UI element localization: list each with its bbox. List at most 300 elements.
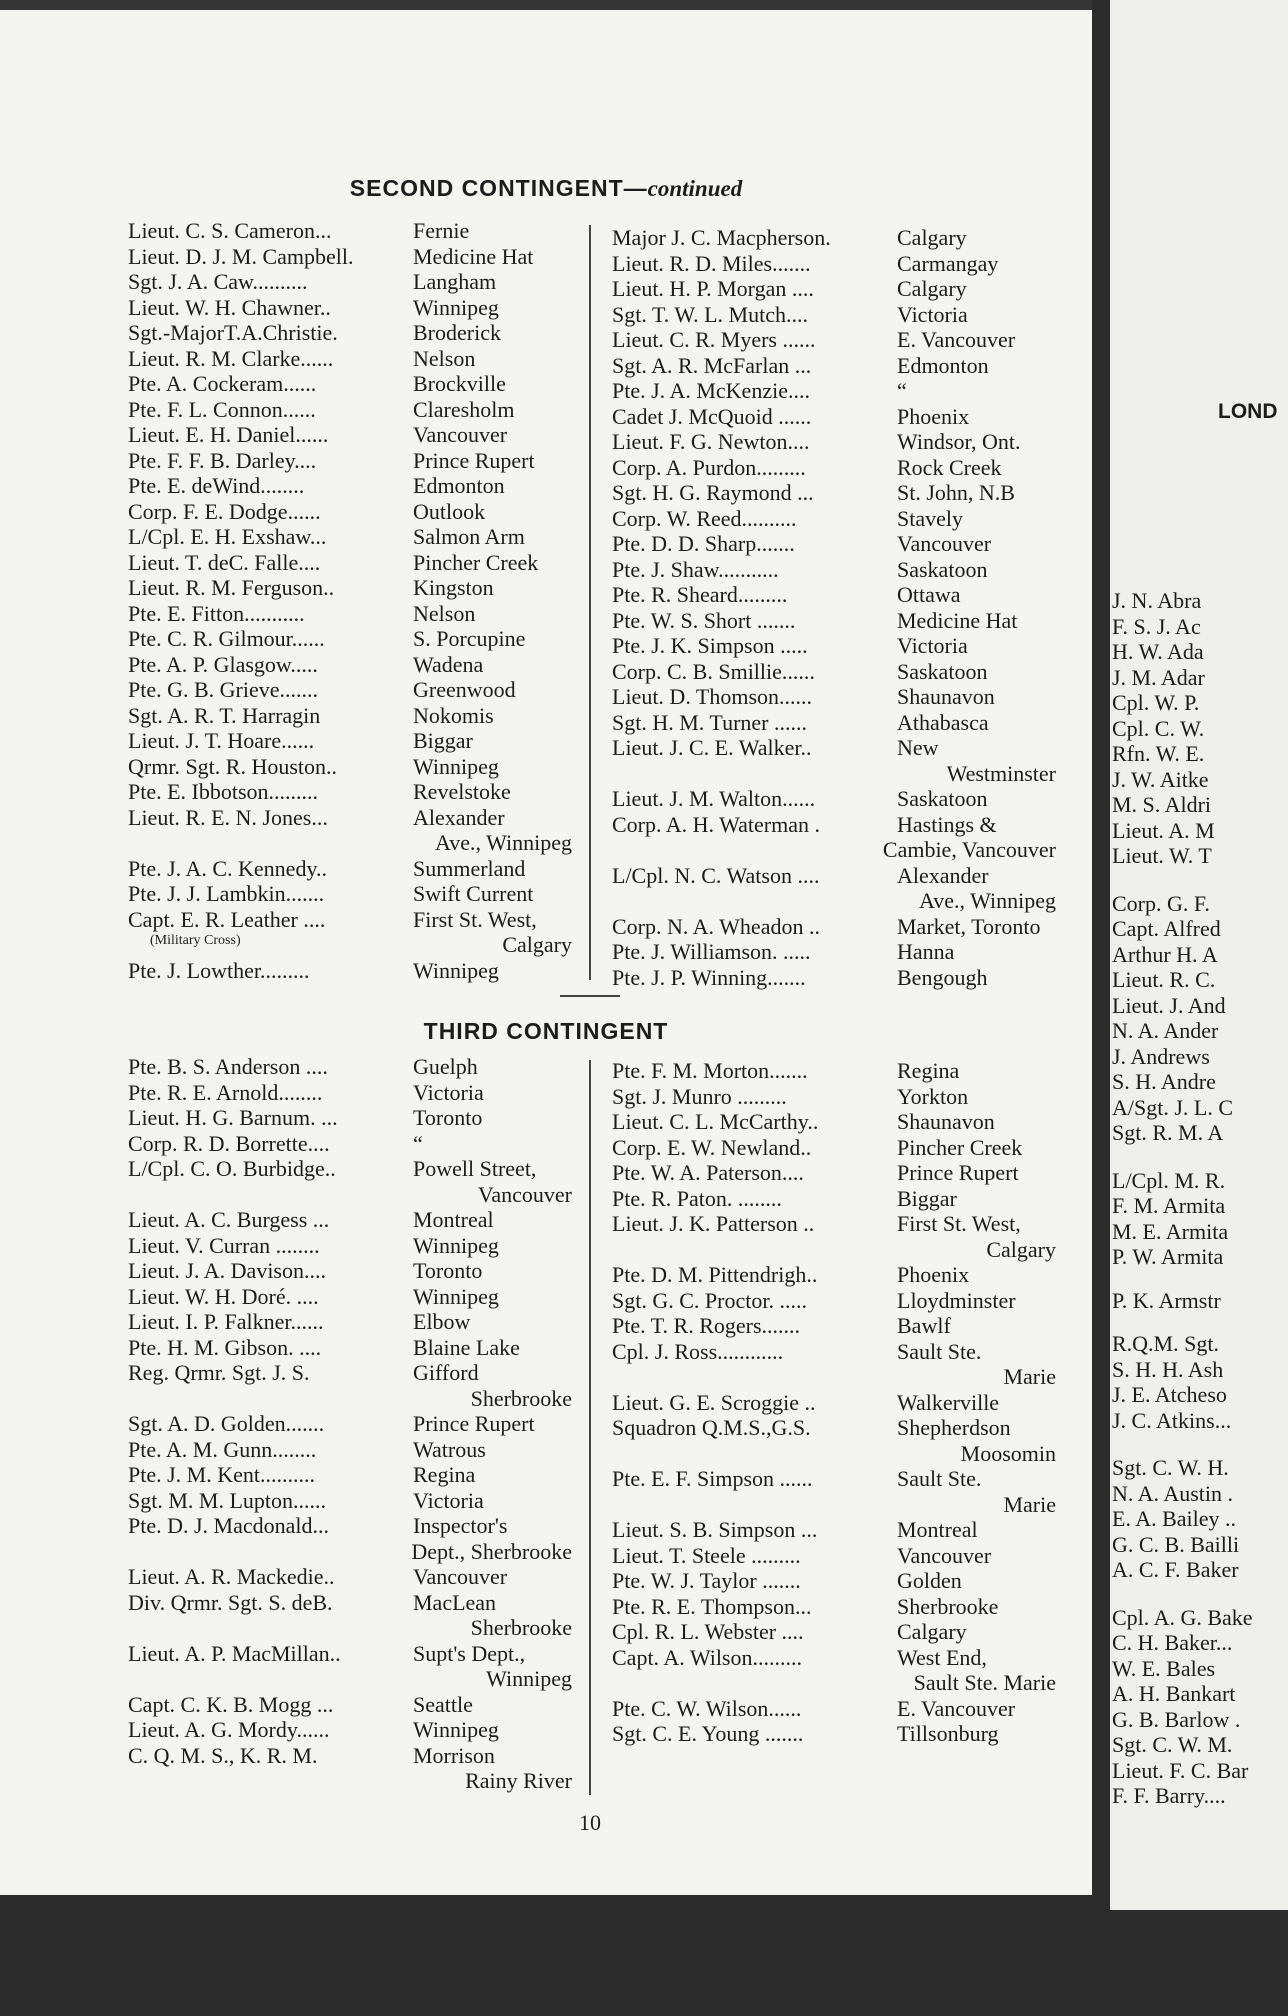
roll-entry [612,1211,1058,1237]
entry-name: Pte. J. P. Winning....... [612,964,806,990]
entry-place: Athabasca [897,709,989,735]
roll-entry [612,786,1058,812]
entry-name: Capt. C. K. B. Mogg ... [128,1691,334,1717]
roll-entry [128,1590,574,1616]
entry-place: Shaunavon [897,1109,995,1134]
entry-name: Corp. W. Reed.......... [612,505,797,531]
entry-name: Corp. F. E. Dodge...... [128,498,321,524]
right-page-entry: S. H. H. Ash [1112,1356,1224,1382]
roll-entry [128,1437,574,1463]
entry-place: Blaine Lake [413,1334,520,1360]
right-page-entry: Cpl. W. P. [1112,690,1200,715]
entry-place: Hanna [897,939,955,964]
entry-place: Swift Current [413,881,534,906]
entry-name: Pte. R. Sheard......... [612,582,788,607]
entry-place: Sherbrooke [897,1593,999,1619]
entry-place: Fernie [413,218,470,243]
roll-entry [128,346,574,372]
entry-place: “ [897,378,907,403]
entry-name: Pte. W. J. Taylor ....... [612,1568,801,1593]
entry-name: Qrmr. Sgt. R. Houston.. [128,753,338,779]
entry-name: Pte. A. P. Glasgow..... [128,651,318,677]
entry-place-continued: Rainy River [465,1768,572,1793]
entry-place: Pincher Creek [413,549,539,575]
third-contingent-left-column [128,1054,574,1794]
entry-name: Pte. J. A. C. Kennedy.. [128,855,328,881]
entry-name: Pte. J. M. Kent.......... [128,1462,315,1487]
roll-entry [612,608,1058,634]
entry-name: Lieut. G. E. Scroggie .. [612,1389,816,1415]
roll-entry [612,1390,1058,1416]
roll-entry [128,958,574,984]
entry-place: E. Vancouver [897,1695,1016,1721]
entry-place: Gifford [413,1360,479,1385]
entry-name: Lieut. R. M. Ferguson.. [128,575,335,600]
entry-place: Outlook [413,498,486,524]
roll-entry [128,1258,574,1284]
roll-entry [128,1564,574,1590]
entry-place: Biggar [413,728,473,753]
entry-place: Phoenix [897,403,970,429]
entry-name: Sgt. M. M. Lupton...... [128,1487,327,1513]
entry-place: Ottawa [897,582,961,607]
entry-name: Lieut. W. H. Doré. .... [128,1283,319,1309]
entry-name: Pte. E. Fitton........... [128,600,305,626]
roll-entry [128,550,574,576]
entry-place-continued: Vancouver [477,1181,572,1207]
entry-name: Lieut. S. B. Simpson ... [612,1517,818,1542]
entry-name: Pte. T. R. Rogers....... [612,1313,801,1338]
roll-entry [612,506,1058,532]
entry-name: Sgt. T. W. L. Mutch.... [612,301,808,327]
entry-name: Lieut. C. L. McCarthy.. [612,1109,819,1134]
right-page-entry: P. W. Armita [1112,1244,1224,1269]
entry-place: Greenwood [413,677,516,702]
entry-place: Prince Rupert [413,447,535,473]
entry-note: (Military Cross) [150,933,241,948]
entry-place: Rock Creek [897,454,1002,480]
roll-entry [128,856,574,882]
roll-entry [128,1284,574,1310]
entry-place: Inspector's [413,1513,508,1538]
entry-place: Victoria [897,633,968,658]
entry-place: Revelstoke [413,779,511,804]
roll-entry [128,524,574,550]
entry-place: S. Porcupine [413,626,526,651]
entry-place: Tillsonburg [897,1721,999,1746]
entry-place: Calgary [897,1619,967,1644]
entry-name: Pte. G. B. Grieve....... [128,677,319,702]
roll-entry [612,1517,1058,1543]
entry-name: Lieut. R. M. Clarke...... [128,345,334,371]
right-page-entry: N. A. Austin . [1112,1480,1234,1506]
roll-entry [128,1207,574,1233]
right-page-heading: LOND [1218,400,1278,423]
entry-name: Lieut. T. Steele ......... [612,1542,801,1568]
roll-entry [612,404,1058,430]
entry-name: Sgt. A. D. Golden....... [128,1411,325,1436]
entry-place: Prince Rupert [413,1411,535,1436]
entry-name: Sgt. C. E. Young ....... [612,1721,804,1746]
entry-place: Victoria [897,301,968,327]
roll-entry [612,429,1058,455]
entry-place: Wadena [413,651,484,677]
entry-place: Shepherdson [897,1415,1011,1440]
roll-entry [612,582,1058,608]
entry-place: First St. West, [413,906,537,932]
entry-place: New [897,735,939,760]
right-page-entry: Cpl. C. W. [1112,715,1205,741]
third-contingent-title: THIRD CONTINGENT [423,1018,669,1044]
second-contingent-left-column [128,218,574,983]
section-separator [560,995,620,997]
roll-entry [128,1513,574,1539]
entry-name: Corp. E. W. Newland.. [612,1134,812,1160]
entry-place: Saskatoon [897,786,988,811]
entry-name: Lieut. T. deC. Falle.... [128,549,321,575]
entry-place: Carmangay [897,250,999,276]
right-page-entry: A/Sgt. J. L. C [1112,1094,1234,1120]
entry-name: Pte. E. Ibbotson......... [128,779,319,804]
entry-place: “ [413,1130,423,1156]
entry-name: Lieut. J. T. Hoare...... [128,728,315,753]
entry-place: Stavely [897,505,963,531]
entry-name: Pte. A. Cockeram...... [128,371,317,396]
entry-place: Sault Ste. [897,1338,982,1364]
entry-name: Sgt. H. M. Turner ...... [612,709,807,735]
roll-entry [128,269,574,295]
roll-entry [128,1156,574,1182]
entry-name: Squadron Q.M.S.,G.S. [612,1415,811,1440]
entry-name: Sgt. G. C. Proctor. ..... [612,1287,807,1313]
entry-name: Capt. E. R. Leather .... [128,906,326,932]
roll-entry [128,1411,574,1437]
right-page-fragment [1110,0,1288,1910]
roll-entry [612,1415,1058,1441]
entry-place: Claresholm [413,396,515,422]
entry-place: Nelson [413,345,476,371]
entry-place: Langham [413,269,497,294]
entry-name: Lieut. J. A. Davison.... [128,1258,326,1283]
entry-place-continued: Ave., Winnipeg [435,830,572,855]
right-page-entry: Corp. G. F. [1112,890,1210,916]
entry-place: Regina [897,1058,960,1083]
entry-name: Corp. N. A. Wheadon .. [612,913,820,939]
roll-entry [128,244,574,270]
roll-entry [128,397,574,423]
entry-place-continued: Ave., Winnipeg [919,888,1056,913]
roll-entry [128,1233,574,1259]
entry-name: Pte. D. M. Pittendrigh.. [612,1262,818,1287]
right-page-entry: J. E. Atcheso [1112,1382,1227,1407]
right-page-entry: M. E. Armita [1112,1218,1229,1244]
roll-entry [612,327,1058,353]
roll-entry [128,1717,574,1743]
entry-name: Lieut. H. P. Morgan .... [612,276,814,301]
right-page-entry: J. C. Atkins... [1112,1407,1232,1433]
entry-name: Sgt. H. G. Raymond ... [612,480,814,505]
right-page-entry: M. S. Aldri [1112,792,1212,817]
entry-place: Yorkton [897,1083,969,1109]
entry-name: Pte. J. A. McKenzie.... [612,378,810,403]
entry-place: Bawlf [897,1313,951,1338]
entry-place: Vancouver [413,1564,508,1589]
roll-entry [612,557,1058,583]
roll-entry [128,371,574,397]
roll-entry [612,1160,1058,1186]
entry-name: Corp. A. Purdon......... [612,454,806,480]
entry-place: West End, [897,1644,987,1670]
entry-name: Corp. C. B. Smillie...... [612,658,815,684]
entry-place: E. Vancouver [897,327,1016,352]
roll-entry [128,779,574,805]
entry-name: L/Cpl. C. O. Burbidge.. [128,1156,336,1181]
roll-entry [612,1721,1058,1747]
right-page-entry: Lieut. R. C. [1112,967,1216,992]
roll-entry [612,225,1058,251]
roll-entry [612,302,1058,328]
entry-name: Sgt. A. R. T. Harragin [128,702,321,728]
entry-name: Pte. J. J. Lambkin....... [128,881,325,906]
roll-entry [612,455,1058,481]
roll-entry [612,1109,1058,1135]
entry-place: Market, Toronto [897,913,1041,939]
entry-place: Seattle [413,1691,473,1717]
right-page-entry: A. C. F. Baker [1112,1557,1239,1582]
entry-name: Lieut. C. S. Cameron... [128,218,332,243]
roll-entry [128,805,574,831]
entry-place: Walkerville [897,1389,1000,1415]
entry-place: Calgary [897,225,967,250]
entry-place: Winnipeg [413,753,499,779]
entry-name: Lieut. D. Thomson...... [612,684,813,709]
roll-entry [612,531,1058,557]
right-page-entry: Lieut. F. C. Bar [1112,1757,1249,1783]
entry-place: Summerland [413,855,526,881]
entry-name: Lieut. A. P. MacMillan.. [128,1640,341,1666]
roll-entry [128,295,574,321]
right-page-entry: N. A. Ander [1112,1018,1219,1043]
roll-entry [612,276,1058,302]
entry-name: Lieut. A. R. Mackedie.. [128,1564,335,1589]
roll-entry [128,499,574,525]
entry-place-continued: Calgary [986,1236,1056,1262]
right-page-entry: F. M. Armita [1112,1193,1226,1218]
right-page-entry: Sgt. C. W. M. [1112,1732,1233,1757]
entry-place: Salmon Arm [413,524,525,549]
entry-place: Montreal [413,1207,494,1232]
entry-place: Powell Street, [413,1156,537,1181]
right-page-entry: Sgt. R. M. A [1112,1120,1224,1145]
roll-entry [612,735,1058,761]
right-page-entry: J. Andrews [1112,1043,1210,1069]
entry-name: Pte. A. M. Gunn........ [128,1436,317,1462]
roll-entry [612,1594,1058,1620]
roll-entry [612,1288,1058,1314]
roll-entry [128,422,574,448]
entry-place-continued: Moosomin [960,1440,1056,1466]
entry-place: Medicine Hat [413,243,534,269]
right-page-entry: J. N. Abra [1112,588,1202,613]
roll-entry [128,1692,574,1718]
entry-place: Toronto [413,1105,483,1130]
entry-place-continued: Calgary [502,932,572,957]
entry-place: Morrison [413,1742,495,1768]
entry-name: Cadet J. McQuoid ...... [612,403,812,429]
entry-name: Pte. E. F. Simpson ...... [612,1466,813,1491]
entry-place: Winnipeg [413,1232,499,1258]
entry-place: Medicine Hat [897,607,1018,633]
roll-entry [612,1135,1058,1161]
entry-place-continued: Sherbrooke [470,1385,572,1411]
roll-entry [612,812,1058,838]
entry-place: Vancouver [897,531,992,556]
entry-place: Edmonton [897,352,989,378]
entry-name: Corp. A. H. Waterman . [612,811,821,837]
entry-name: Pte. F. F. B. Darley.... [128,447,317,473]
roll-entry [128,652,574,678]
entry-place: Guelph [413,1054,478,1079]
entry-place: Bengough [897,964,988,990]
roll-entry [128,1488,574,1514]
right-page-entry: Lieut. W. T [1112,843,1212,868]
roll-entry [612,710,1058,736]
entry-name: Pte. D. D. Sharp....... [612,531,795,556]
entry-place: Phoenix [897,1262,970,1287]
roll-entry [128,728,574,754]
entry-place: Montreal [897,1517,978,1542]
roll-entry [128,1641,574,1667]
entry-place-continued: Marie [1003,1364,1056,1389]
right-page-entry: Sgt. C. W. H. [1112,1455,1229,1480]
roll-entry [612,480,1058,506]
roll-entry [612,1543,1058,1569]
right-page-entry: A. H. Bankart [1112,1681,1236,1706]
roll-entry [128,575,574,601]
entry-place: Supt's Dept., [413,1640,526,1666]
entry-name: Lieut. R. D. Miles....... [612,250,811,276]
right-page-entry: G. C. B. Bailli [1112,1531,1240,1557]
right-page-entry: S. H. Andre [1112,1069,1216,1094]
roll-entry [128,1131,574,1157]
roll-entry [128,601,574,627]
second-contingent-right-column [612,225,1058,990]
right-page-entry: F. S. J. Ac [1112,613,1201,639]
entry-place-continued: Winnipeg [486,1666,572,1691]
entry-name: Reg. Qrmr. Sgt. J. S. [128,1360,310,1385]
entry-name: Lieut. E. H. Daniel...... [128,422,329,447]
roll-entry [612,914,1058,940]
roll-entry [128,1462,574,1488]
entry-place: Brockville [413,371,506,396]
entry-continued-with-note [128,932,574,958]
entry-name: Lieut. J. M. Walton...... [612,786,816,811]
roll-entry [128,1105,574,1131]
entry-place: Alexander [413,804,505,830]
entry-place: Nelson [413,600,476,626]
right-page-entry: E. A. Bailey .. [1112,1506,1237,1531]
entry-name: Lieut. A. G. Mordy...... [128,1717,330,1742]
entry-name: Pte. J. Lowther......... [128,957,310,983]
entry-name: Lieut. J. K. Patterson .. [612,1211,815,1236]
entry-place: Hastings & [897,811,997,837]
right-page-entry: Cpl. A. G. Bake [1112,1604,1253,1630]
entry-place: Victoria [413,1487,484,1513]
title-main: SECOND CONTINGENT [349,175,624,201]
entry-place: Kingston [413,575,494,600]
roll-entry [612,965,1058,991]
entry-name: Cpl. J. Ross............ [612,1338,784,1364]
entry-name: Lieut. F. G. Newton.... [612,429,810,454]
right-page-entry: J. W. Aitke [1112,766,1209,792]
entry-name: Pte. W. A. Paterson.... [612,1160,804,1185]
roll-entry [612,1262,1058,1288]
entry-place: Edmonton [413,473,505,498]
roll-entry [128,703,574,729]
right-page-entry: L/Cpl. M. R. [1112,1167,1226,1193]
entry-place: Saskatoon [897,658,988,684]
roll-entry [128,1080,574,1106]
roll-entry [128,1743,574,1769]
right-page-entry: Arthur H. A [1112,941,1218,967]
entry-place: Winnipeg [413,957,499,983]
second-contingent-title: SECOND CONTINGENT—continued [349,175,743,201]
entry-name: Pte. B. S. Anderson .... [128,1054,328,1079]
entry-name: Pte. R. Paton. ........ [612,1185,782,1211]
entry-name: Pte. R. E. Arnold........ [128,1079,323,1105]
entry-name: Pte. H. M. Gibson. .... [128,1334,322,1360]
roll-entry [612,1313,1058,1339]
right-page-entry: Capt. Alfred [1112,916,1221,941]
roll-entry [128,1054,574,1080]
third-contingent-right-column [612,1058,1058,1747]
roll-entry [612,1339,1058,1365]
right-page-entry: Lieut. J. And [1112,992,1226,1018]
roll-entry [612,1645,1058,1671]
entry-place: Pincher Creek [897,1134,1023,1160]
entry-name: Pte. C. R. Gilmour...... [128,626,325,651]
entry-name: Pte. R. E. Thompson... [612,1593,812,1619]
entry-place: MacLean [413,1589,497,1615]
entry-name: Pte. D. J. Macdonald... [128,1513,330,1538]
roll-entry [128,626,574,652]
entry-name: C. Q. M. S., K. R. M. [128,1742,318,1768]
roll-entry [128,473,574,499]
entry-name: Sgt. J. A. Caw.......... [128,269,308,294]
roll-entry [612,1084,1058,1110]
right-page-entry: W. E. Bales [1112,1655,1216,1681]
entry-place: Alexander [897,862,989,888]
entry-place-continued: Cambie, Vancouver [882,837,1056,862]
right-page-entry: Rfn. W. E. [1112,741,1205,766]
right-page-entry: C. H. Baker... [1112,1630,1233,1655]
entry-place-continued: Marie [1003,1491,1056,1517]
entry-place-continued: Dept., Sherbrooke [411,1538,572,1564]
entry-name: Sgt. J. Munro ......... [612,1083,787,1109]
right-page-entry: R.Q.M. Sgt. [1112,1331,1219,1356]
roll-entry [612,633,1058,659]
entry-place: Elbow [413,1309,471,1334]
entry-place: Golden [897,1568,962,1593]
entry-name: Lieut. D. J. M. Campbell. [128,243,354,269]
entry-place-continued: Westminster [946,760,1056,786]
column-divider [589,1060,591,1795]
entry-place-continued: Sherbrooke [470,1615,572,1640]
entry-name: Lieut. A. C. Burgess ... [128,1207,330,1232]
entry-name: Div. Qrmr. Sgt. S. deB. [128,1589,333,1615]
entry-name: Corp. R. D. Borrette.... [128,1130,330,1156]
roll-entry [612,684,1058,710]
